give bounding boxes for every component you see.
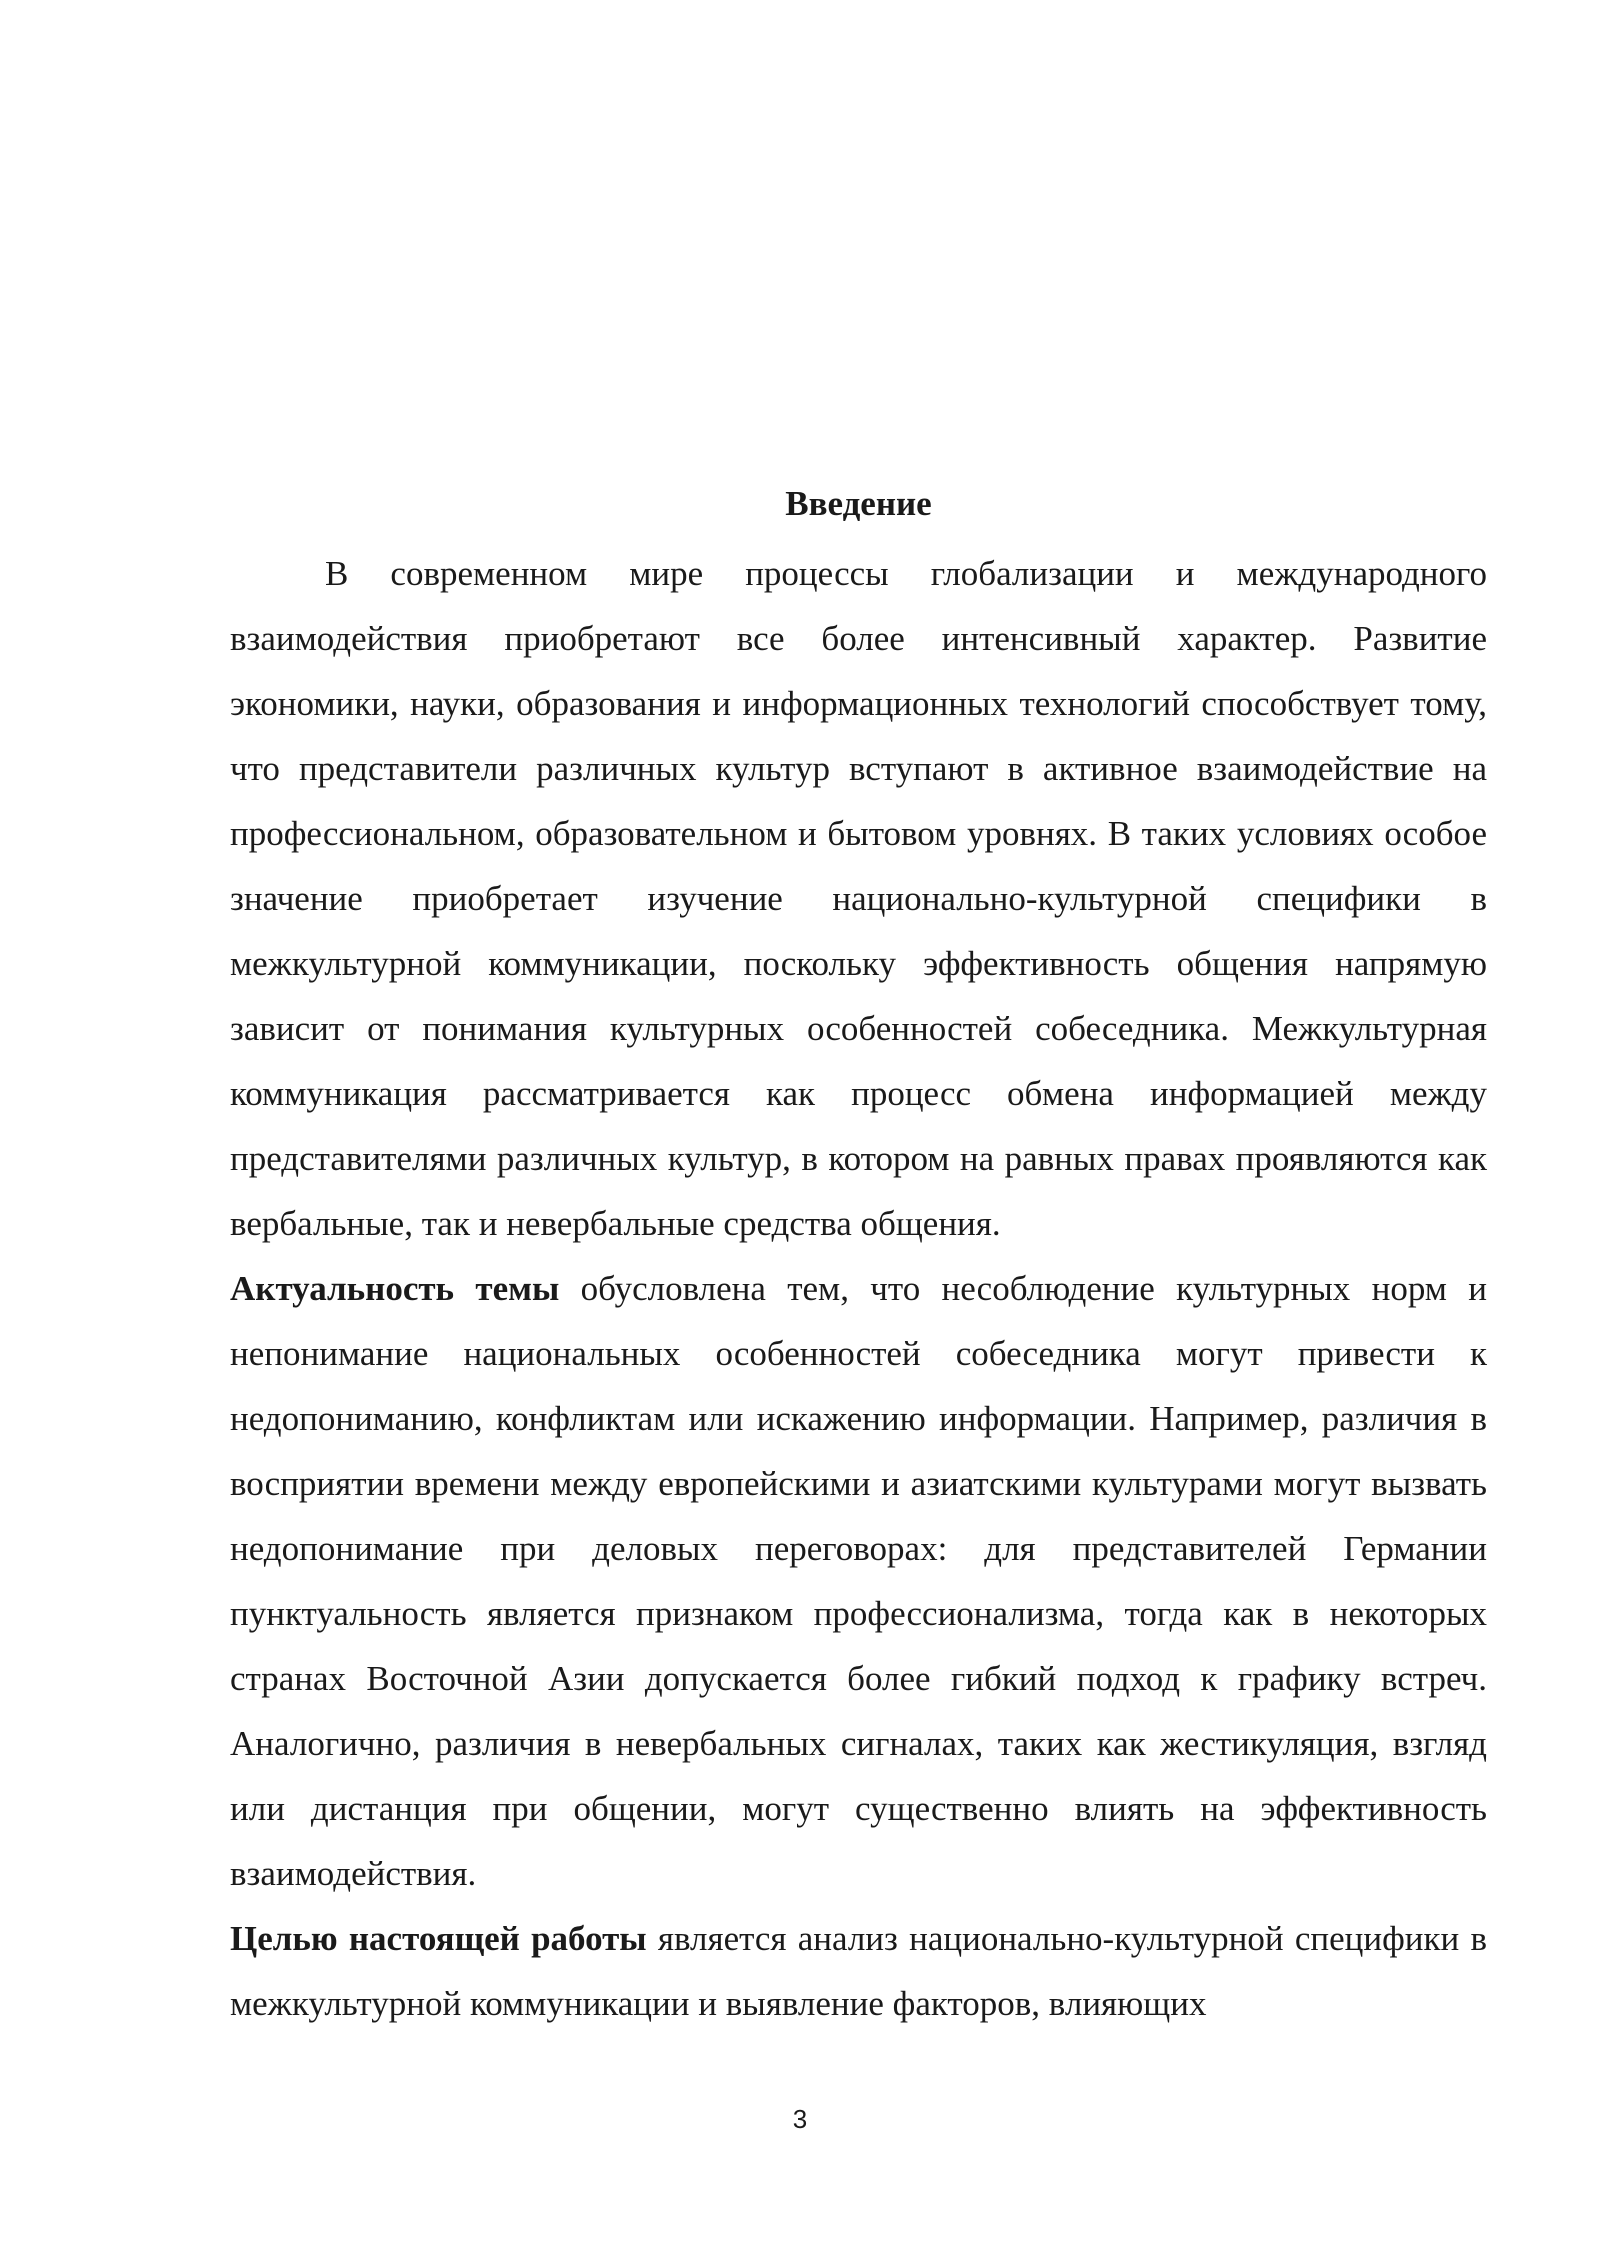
section-heading: Введение bbox=[785, 484, 932, 523]
relevance-text: обусловлена тем, что несоблюдение культурных норм и непонимание национальных особенностей собеседника могут привести к недопониманию, конфликтам или искажению информации. Например, различия в восприятии времени между европейскими и азиатскими культурами могут вызвать недопонимание при деловых переговорах: для представителей Германии пунктуальность является признаком профессионализма, тогда как в некоторых странах Восточной Азии допускается более гибкий подход к графику встреч. Аналогично, различия в невербальных сигналах, таких как жестикуляция, взгляд или дистанция при общении, могут существенно влиять на эффективность взаимодействия. bbox=[230, 1269, 1487, 1893]
goal-label: Целью настоящей работы bbox=[230, 1919, 647, 1958]
goal-paragraph bbox=[230, 1906, 1487, 2036]
relevance-label: Актуальность темы bbox=[230, 1269, 560, 1308]
page-number: 3 bbox=[792, 2104, 808, 2134]
page-content bbox=[230, 476, 1487, 2036]
goal-text: является анализ национально-культурной специфики в межкультурной коммуникации и выявление факторов, влияющих bbox=[230, 1919, 1487, 2023]
intro-paragraph: В современном мире процессы глобализации и международного взаимодействия приобретают все более интенсивный характер. Развитие экономики, науки, образования и информационных технологий способствует тому, что представители различных культур вступают в активное взаимодействие на профессиональном, образовательном и бытовом уровнях. В таких условиях особое значение приобретает изучение национально-культурной специфики в межкультурной коммуникации, поскольку эффективность общения напрямую зависит от понимания культурных особенностей собеседника. Межкультурная коммуникация рассматривается как процесс обмена информацией между представителями различных культур, в котором на равных правах проявляются как вербальные, так и невербальные средства общения. bbox=[230, 554, 1487, 1243]
relevance-paragraph bbox=[230, 1256, 1487, 1906]
